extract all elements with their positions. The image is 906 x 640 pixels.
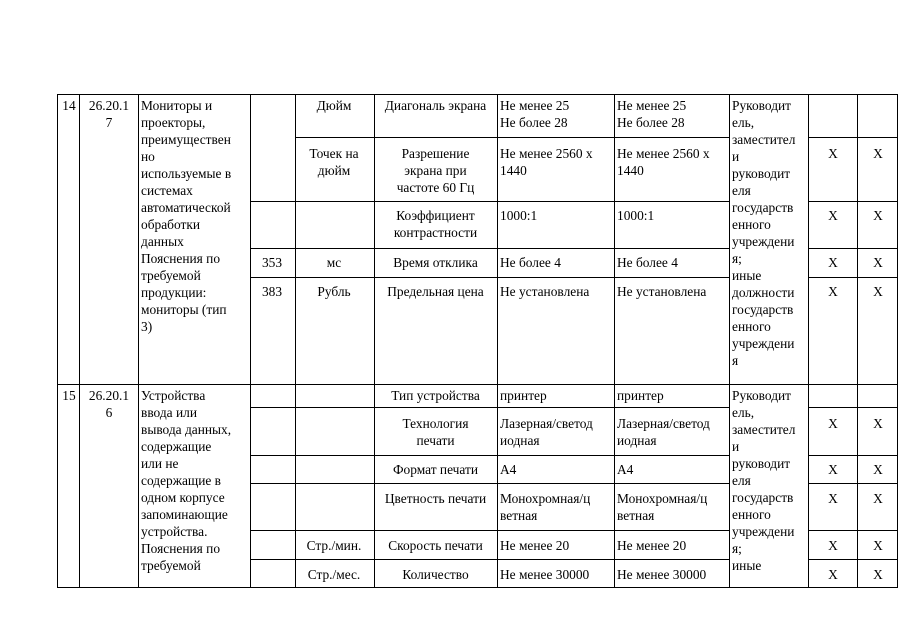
value-1: Не менее 30000 xyxy=(500,567,590,582)
value-2: Монохромная/ц ветная xyxy=(617,491,708,523)
cell-divider xyxy=(808,201,898,202)
table-border xyxy=(57,94,898,95)
characteristic-name: Тип устройства xyxy=(391,388,480,403)
okei-code: 353 xyxy=(261,255,283,270)
value-2: Лазерная/светод иодная xyxy=(617,416,710,448)
unit-name: Рубль xyxy=(317,284,351,299)
officials: Руководит ель, заместител и руководит еля государств енного учреждени я; иные должности государств енного учреждени я xyxy=(732,98,796,368)
x-mark: X xyxy=(828,491,838,506)
cell-divider xyxy=(250,277,729,278)
row-number: 15 xyxy=(62,388,76,403)
unit-name: Дюйм xyxy=(316,98,352,113)
table-border xyxy=(614,94,615,588)
table-border xyxy=(374,94,375,588)
value-2: Не менее 20 xyxy=(617,538,687,553)
characteristic-name: Разрешение экрана при частоте 60 Гц xyxy=(396,146,475,195)
table-border xyxy=(897,94,898,588)
cell-divider xyxy=(808,248,898,249)
x-mark: X xyxy=(873,146,883,161)
cell-divider xyxy=(808,407,898,408)
table-border xyxy=(57,94,58,588)
value-2: А4 xyxy=(617,462,634,477)
table-border xyxy=(857,94,858,588)
x-mark: X xyxy=(828,567,838,582)
x-mark: X xyxy=(873,462,883,477)
x-mark: X xyxy=(828,462,838,477)
table-border xyxy=(250,94,251,588)
cell-divider xyxy=(808,483,898,484)
x-mark: X xyxy=(828,208,838,223)
row-number: 14 xyxy=(62,98,76,113)
value-2: Не менее 30000 xyxy=(617,567,707,582)
okpd-code: 26.20.1 7 xyxy=(88,98,130,130)
characteristic-name: Диагональ экрана xyxy=(384,98,487,113)
value-1: Не более 4 xyxy=(500,255,561,270)
cell-divider xyxy=(808,277,898,278)
table-border xyxy=(295,94,296,588)
x-mark: X xyxy=(828,255,838,270)
characteristic-name: Скорость печати xyxy=(388,538,483,553)
x-mark: X xyxy=(828,538,838,553)
unit-name: Точек на дюйм xyxy=(309,146,359,178)
table-border xyxy=(79,94,80,588)
x-mark: X xyxy=(828,416,838,431)
cell-divider xyxy=(808,455,898,456)
unit-name: Стр./мин. xyxy=(306,538,362,553)
characteristic-name: Цветность печати xyxy=(384,491,487,506)
okei-code: 383 xyxy=(261,284,283,299)
table-border xyxy=(57,587,898,588)
value-1: Не установлена xyxy=(500,284,590,299)
cell-divider xyxy=(250,407,729,408)
value-1: Не менее 2560 х 1440 xyxy=(500,146,593,178)
unit-name: мс xyxy=(326,255,342,270)
value-2: Не установлена xyxy=(617,284,707,299)
table-border xyxy=(138,94,139,588)
cell-divider xyxy=(250,483,729,484)
value-2: Не менее 25 Не более 28 xyxy=(617,98,687,130)
x-mark: X xyxy=(873,284,883,299)
officials: Руководит ель, заместител и руководит еля государств енного учреждени я; иные xyxy=(732,388,796,573)
characteristic-name: Время отклика xyxy=(393,255,478,270)
characteristic-name: Коэффициент контрастности xyxy=(393,208,478,240)
x-mark: X xyxy=(873,567,883,582)
value-2: Не менее 2560 х 1440 xyxy=(617,146,710,178)
cell-divider xyxy=(295,137,729,138)
cell-divider xyxy=(250,455,729,456)
x-mark: X xyxy=(873,255,883,270)
x-mark: X xyxy=(873,538,883,553)
characteristic-name: Технология печати xyxy=(402,416,469,448)
product-name: Мониторы и проекторы, преимуществен но используемые в системах автоматической обработки данных Пояснения по требуемой продукции: мониторы (тип 3) xyxy=(141,98,232,334)
okpd-code: 26.20.1 6 xyxy=(88,388,130,420)
table-border xyxy=(729,94,730,588)
value-1: Не менее 25 Не более 28 xyxy=(500,98,570,130)
unit-name: Стр./мес. xyxy=(307,567,361,582)
product-name: Устройства ввода или вывода данных, содержащие или не содержащие в одном корпусе запоминающие устройства. Пояснения по требуемой xyxy=(141,388,232,573)
x-mark: X xyxy=(828,284,838,299)
x-mark: X xyxy=(828,146,838,161)
cell-divider xyxy=(808,137,898,138)
cell-divider xyxy=(250,559,729,560)
characteristic-name: Предельная цена xyxy=(387,284,484,299)
table-border xyxy=(57,384,898,385)
value-2: 1000:1 xyxy=(617,208,655,223)
x-mark: X xyxy=(873,416,883,431)
value-2: Не более 4 xyxy=(617,255,678,270)
cell-divider xyxy=(808,530,898,531)
x-mark: X xyxy=(873,491,883,506)
table-border xyxy=(497,94,498,588)
cell-divider xyxy=(808,559,898,560)
characteristic-name: Количество xyxy=(402,567,469,582)
x-mark: X xyxy=(873,208,883,223)
value-2: принтер xyxy=(617,388,664,403)
value-1: Монохромная/ц ветная xyxy=(500,491,591,523)
value-1: 1000:1 xyxy=(500,208,538,223)
cell-divider xyxy=(250,248,729,249)
value-1: Лазерная/светод иодная xyxy=(500,416,593,448)
value-1: А4 xyxy=(500,462,517,477)
table-border xyxy=(808,94,809,588)
cell-divider xyxy=(250,530,729,531)
value-1: Не менее 20 xyxy=(500,538,570,553)
cell-divider xyxy=(250,201,729,202)
value-1: принтер xyxy=(500,388,547,403)
characteristic-name: Формат печати xyxy=(392,462,479,477)
